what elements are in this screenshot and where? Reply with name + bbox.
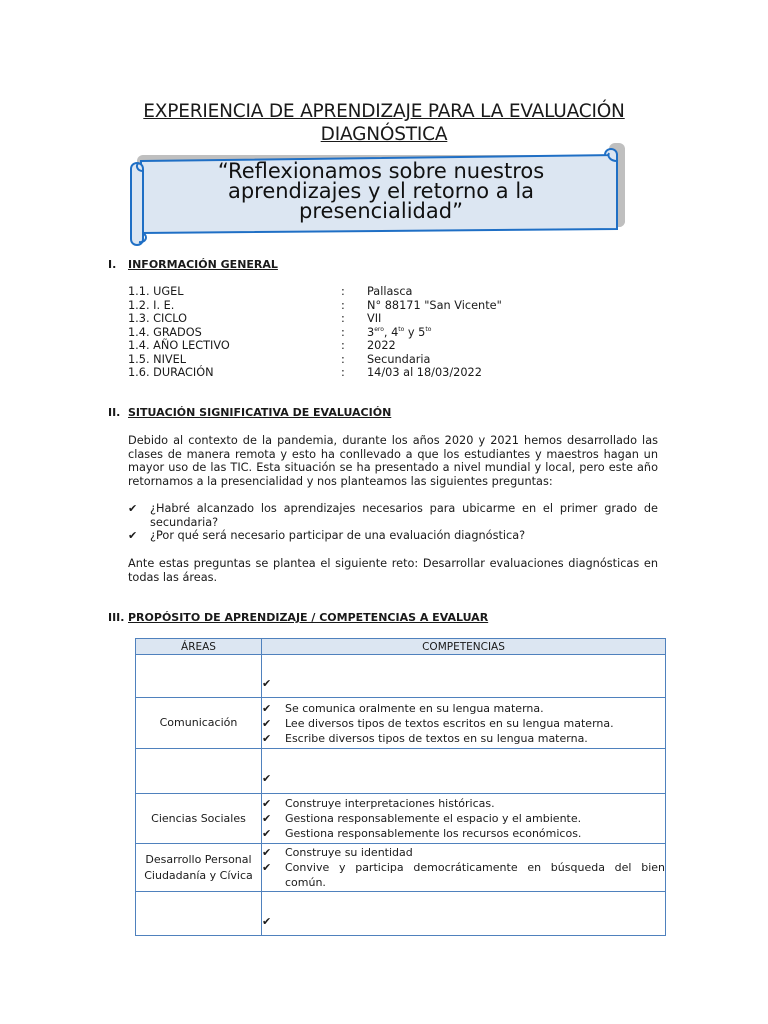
question-item	[128, 502, 658, 529]
info-colon: :	[341, 339, 345, 352]
info-label: 1.1. UGEL	[128, 285, 184, 298]
header-areas: ÁREAS	[136, 639, 262, 655]
grade-5-suffix: to	[425, 325, 432, 333]
banner-line-1: “Reflexionamos sobre nuestros	[217, 159, 545, 183]
checkmark-icon: ✔	[262, 772, 272, 785]
info-colon: :	[341, 298, 345, 312]
competency-text: Escribe diversos tipos de textos en su lengua materna.	[285, 731, 588, 745]
banner-line-3: presencialidad”	[299, 199, 463, 223]
table-row	[136, 844, 666, 892]
section-2-number: II.	[108, 406, 121, 419]
info-value: 14/03 al 18/03/2022	[367, 366, 482, 379]
area-cell: Comunicación	[136, 698, 262, 749]
competency-item	[262, 845, 665, 860]
grade-4: , 4	[383, 325, 399, 339]
section-1-number: I.	[108, 258, 117, 271]
competencies-cell	[262, 698, 666, 749]
section-1-heading	[108, 258, 708, 272]
table-row	[136, 698, 666, 749]
info-value	[367, 326, 431, 340]
checkmark-icon: ✔	[128, 502, 138, 515]
info-colon: :	[341, 312, 345, 325]
table-row	[136, 655, 666, 698]
competency-text: Construye interpretaciones históricas.	[285, 797, 495, 810]
section-3-heading	[108, 611, 728, 625]
header-competencias: COMPETENCIAS	[262, 639, 666, 655]
banner-line-2: aprendizajes y el retorno a la	[227, 179, 535, 203]
grade-3: 3	[367, 325, 375, 339]
competency-item	[262, 826, 665, 841]
competencies-cell	[262, 794, 666, 844]
competency-item	[262, 811, 665, 826]
checkmark-icon: ✔	[262, 701, 272, 715]
section-3-number: III.	[108, 611, 125, 624]
checkmark-icon: ✔	[262, 677, 272, 690]
info-value: Pallasca	[367, 285, 413, 298]
competency-text: Gestiona responsablemente el espacio y el ambiente.	[285, 812, 582, 825]
questions-list	[128, 502, 658, 543]
banner-text	[151, 161, 611, 221]
info-value: N° 88171 "San Vicente"	[367, 298, 502, 312]
info-value: 2022	[367, 339, 396, 352]
info-value: VII	[367, 312, 382, 325]
area-cell	[136, 892, 262, 936]
section-3-title: PROPÓSITO DE APRENDIZAJE / COMPETENCIAS A EVALUAR	[128, 611, 489, 624]
grade-3-suffix: ero	[374, 325, 384, 333]
table-row	[136, 749, 666, 794]
area-cell	[136, 844, 262, 892]
grade-4-suffix: to	[398, 325, 405, 333]
info-label: 1.5. NIVEL	[128, 352, 187, 366]
checkmark-icon: ✔	[262, 716, 272, 730]
section-2-heading	[108, 406, 708, 420]
checkmark-icon: ✔	[262, 846, 272, 859]
competencies-cell	[262, 655, 666, 698]
document-title	[0, 100, 768, 146]
info-label: 1.4. GRADOS	[128, 325, 202, 339]
checkmark-icon: ✔	[128, 529, 138, 542]
competency-text: Lee diversos tipos de textos escritos en su lengua materna.	[285, 716, 614, 730]
area-cell	[136, 655, 262, 698]
checkmark-icon: ✔	[262, 812, 272, 825]
area-cell	[136, 749, 262, 794]
competencies-cell	[262, 892, 666, 936]
question-item	[128, 529, 658, 543]
competency-text: Se comunica oralmente en su lengua materna.	[285, 701, 544, 715]
situation-paragraph: Debido al contexto de la pandemia, durante los años 2020 y 2021 hemos desarrollado las clases de manera remota y esto ha conllevado a que los estudiantes y maestros hagan un mayor uso de las TIC. Esta situación se ha presentado a nivel mundial y local, pero este año retornamos a la presencialidad y nos planteamos las siguientes preguntas:	[128, 434, 658, 488]
info-value: Secundaria	[367, 352, 431, 366]
competency-text: Convive y participa democráticamente en búsqueda del bien común.	[285, 861, 665, 889]
question-text: ¿Por qué será necesario participar de una evaluación diagnóstica?	[150, 529, 526, 542]
title-line-2: DIAGNÓSTICA	[320, 124, 448, 145]
competency-text: Construye su identidad	[285, 846, 413, 859]
info-label: 1.6. DURACIÓN	[128, 366, 214, 379]
competencies-cell	[262, 749, 666, 794]
table-row	[136, 794, 666, 844]
competency-text: Gestiona responsablemente los recursos económicos.	[285, 827, 582, 840]
competency-item	[262, 731, 665, 746]
info-colon: :	[341, 352, 345, 366]
checkmark-icon: ✔	[262, 914, 272, 928]
competency-item	[262, 860, 665, 890]
section-1-title: INFORMACIÓN GENERAL	[128, 258, 278, 271]
info-label: 1.3. CICLO	[128, 312, 188, 325]
info-colon: :	[341, 285, 345, 298]
checkmark-icon: ✔	[262, 731, 272, 745]
checkmark-icon: ✔	[262, 827, 272, 840]
table-row	[136, 892, 666, 936]
area-line: Desarrollo Personal	[145, 852, 252, 866]
info-label: 1.2. I. E.	[128, 298, 175, 312]
scroll-banner	[127, 143, 627, 248]
title-line-1: EXPERIENCIA DE APRENDIZAJE PARA LA EVALUACIÓN	[143, 101, 625, 122]
question-text: ¿Habré alcanzado los aprendizajes necesarios para ubicarme en el primer grado de secundaria?	[150, 502, 658, 529]
area-line: Ciudadanía y Cívica	[144, 868, 253, 882]
competency-item	[262, 796, 665, 811]
section-2-title: SITUACIÓN SIGNIFICATIVA DE EVALUACIÓN	[128, 406, 392, 419]
info-colon: :	[341, 366, 345, 379]
table-header-row	[136, 639, 666, 655]
competency-item	[262, 716, 665, 731]
area-cell: Ciencias Sociales	[136, 794, 262, 844]
competencies-cell	[262, 844, 666, 892]
checkmark-icon: ✔	[262, 861, 272, 874]
competency-item	[262, 701, 665, 716]
grade-5: y 5	[404, 325, 426, 339]
info-label: 1.4. AÑO LECTIVO	[128, 339, 230, 352]
competencies-table	[135, 638, 666, 936]
checkmark-icon: ✔	[262, 797, 272, 810]
challenge-paragraph: Ante estas preguntas se plantea el siguiente reto: Desarrollar evaluaciones diagnósticas en todas las áreas.	[128, 557, 658, 584]
info-colon: :	[341, 325, 345, 339]
